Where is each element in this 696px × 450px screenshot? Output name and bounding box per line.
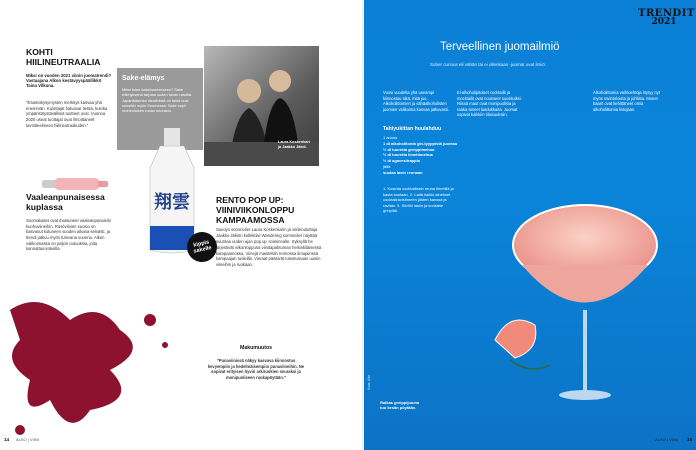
kohti-lead: Miksi on vuoden 2021 viinin juomatrendi? Vastaajana Alkon kestävyyspäällikkö Taina Vilkuna. (26, 73, 112, 88)
makumuutos-body: ”Punaviinissä näkyy kasvava kiinnostus kevyempiin ja hedelmäisempiin punaviineihin. Ne sopivat erityisen hyvin arkiruokien seuraksi ja monipuoliseen ruokapöytään.” (207, 358, 305, 380)
recipe-ingredients (383, 135, 458, 176)
footer-right: ALKO | VIINI (655, 437, 678, 442)
rose-bottle-image (40, 175, 110, 193)
photo-credit: Kuva: Alko (367, 374, 371, 390)
trendit-label: TRENDIT (638, 8, 695, 19)
terveellinen-headline: Terveellinen juomailmiö (440, 41, 560, 53)
recipe-line: ½ dl tuoretta greippimehua (383, 146, 435, 152)
recipe-line: ½ dl agavesiirappia (383, 158, 420, 164)
rento-headline: RENTO POP UP: VIINIVIIKONLOPPU KAMPAAMOSSA (216, 195, 295, 225)
kippis-badge: kippis sakelle (184, 229, 220, 265)
terveellinen-subtitle: Sober curious eli vähän tai ei ollenkaan -juomat ovat ilmiö. (430, 62, 547, 67)
sake-bottle-label: 翔雲 (154, 192, 190, 213)
cocktail-glass-image (490, 190, 660, 410)
footer-left: ALKO | VIINI (16, 437, 39, 442)
rento-body: Savoyn sommelier Laura Koskenkarin ja viinikouluttaja Jaakko Jäkiön kollektiivi Wandering sommelier näyttää suuntaa uuden ajan pop up -toiminnalle. Syksyllä he järjestivät viikonloppuna viinitapahtuman helsinkiläisessä kampaamossa. Viinejä maisteltiin rennossa ilmapiirissä kampaajan tuoleilla. Vieraat pääsivät tutustumaan uusiin viineihin ja ruokaan. (216, 227, 322, 268)
makumuutos-title: Makumuutos (240, 345, 272, 351)
recipe-title: Tahiyukittan huulahduu (383, 126, 442, 132)
intro-column-1: Vuosi vuodelta yhä useampi kiinnostuu siitä, mitä juo. Alkoholittomien ja vähäalkoholisten juomien valikoima kasvaa jatkuvasti. (383, 90, 449, 112)
wine-splash-image (0, 290, 200, 450)
kohti-body: ”Ilmastokysymysten merkitys kasvaa yhä enemmän. Kuluttajat haluavat tietää, kuinka ympäristöystävällisiä tuotteet ovat. Vuonna 2020 useat tuottajat ovat ilmoittaneet tavoitteekseen hiilineutraaliuden.” (26, 100, 108, 128)
vaaleanp-headline: Vaaleanpunaisessa kuplassa (26, 192, 105, 212)
sake-body: Miksi tulee sakehuoneeseen? Sake elämyksenä tarjoaa uuden tavan nauttia. Japanilaisesta riisiviinistä on tullut uusi suosikki myös Suomessa. Sake sopii monenlaisen ruoan seuraksi. (122, 87, 193, 114)
recipe-line: 1 dl alkoholitonta gin-tyyppistä juomaa (383, 140, 458, 146)
sake-title: Sake-elämys (122, 75, 165, 82)
gutter (362, 0, 366, 450)
photo-caption: Laura Koskenkari ja Jaakko Jäkiö. (278, 140, 310, 149)
recipe-line: jäitä (383, 163, 391, 169)
recipe-line: ½ dl tuoretta limettimehua (383, 152, 433, 158)
intro-column-2: Ei-alkoholipitoiset cocktailit ja mocktailit ovat nousseet suosituiksi. Niissä maut ovat monipuolisia ja raaka-aineet laadukkaita. Juomat sopivat kaikkiin tilaisuuksiin. (457, 90, 522, 118)
recipe-line: suolaa lasin reunaan (383, 169, 423, 175)
intro-column-3: Alkoholittomia vaihtoehtoja löytyy nyt myös ravintoloista ja juhlista. Monet baarit ovat kehittäneet omia alkoholittomia listojaan. (593, 90, 660, 112)
trendit-year: 2021 (651, 17, 677, 27)
recipe-steps: 1. Kostuta cocktaillasin reuna limetillä ja kasta suolaan. 2. Laita kaikki ainekset cocktailravistimeen jäiden kanssa ja ravista. 3. Siivilöi lasiin ja koristele greipillä. (383, 186, 454, 214)
trendit-logo (638, 8, 695, 27)
vaaleanp-body: Suomalaiset ovat ihastuneet vaaleanpunaisiin kuohuviineihin. Roséviinien suosio on kasvanut kuluneen vuoden aikana selvästi, ja trendi jatkuu myös tulevana vuonna. Alkon valikoimassa on paljon uutuuksia, joita kannattaa kokeilla. (26, 218, 111, 252)
page-number-left: 14 (4, 437, 10, 442)
cocktail-caption: Raikas greippijuoma tuo kesän pöytään. (380, 400, 420, 411)
page-number-right: 15 (686, 437, 692, 442)
recipe-line: 1 annos (383, 135, 398, 140)
kohti-headline: KOHTI HIILINEUTRAALIA (26, 47, 101, 67)
